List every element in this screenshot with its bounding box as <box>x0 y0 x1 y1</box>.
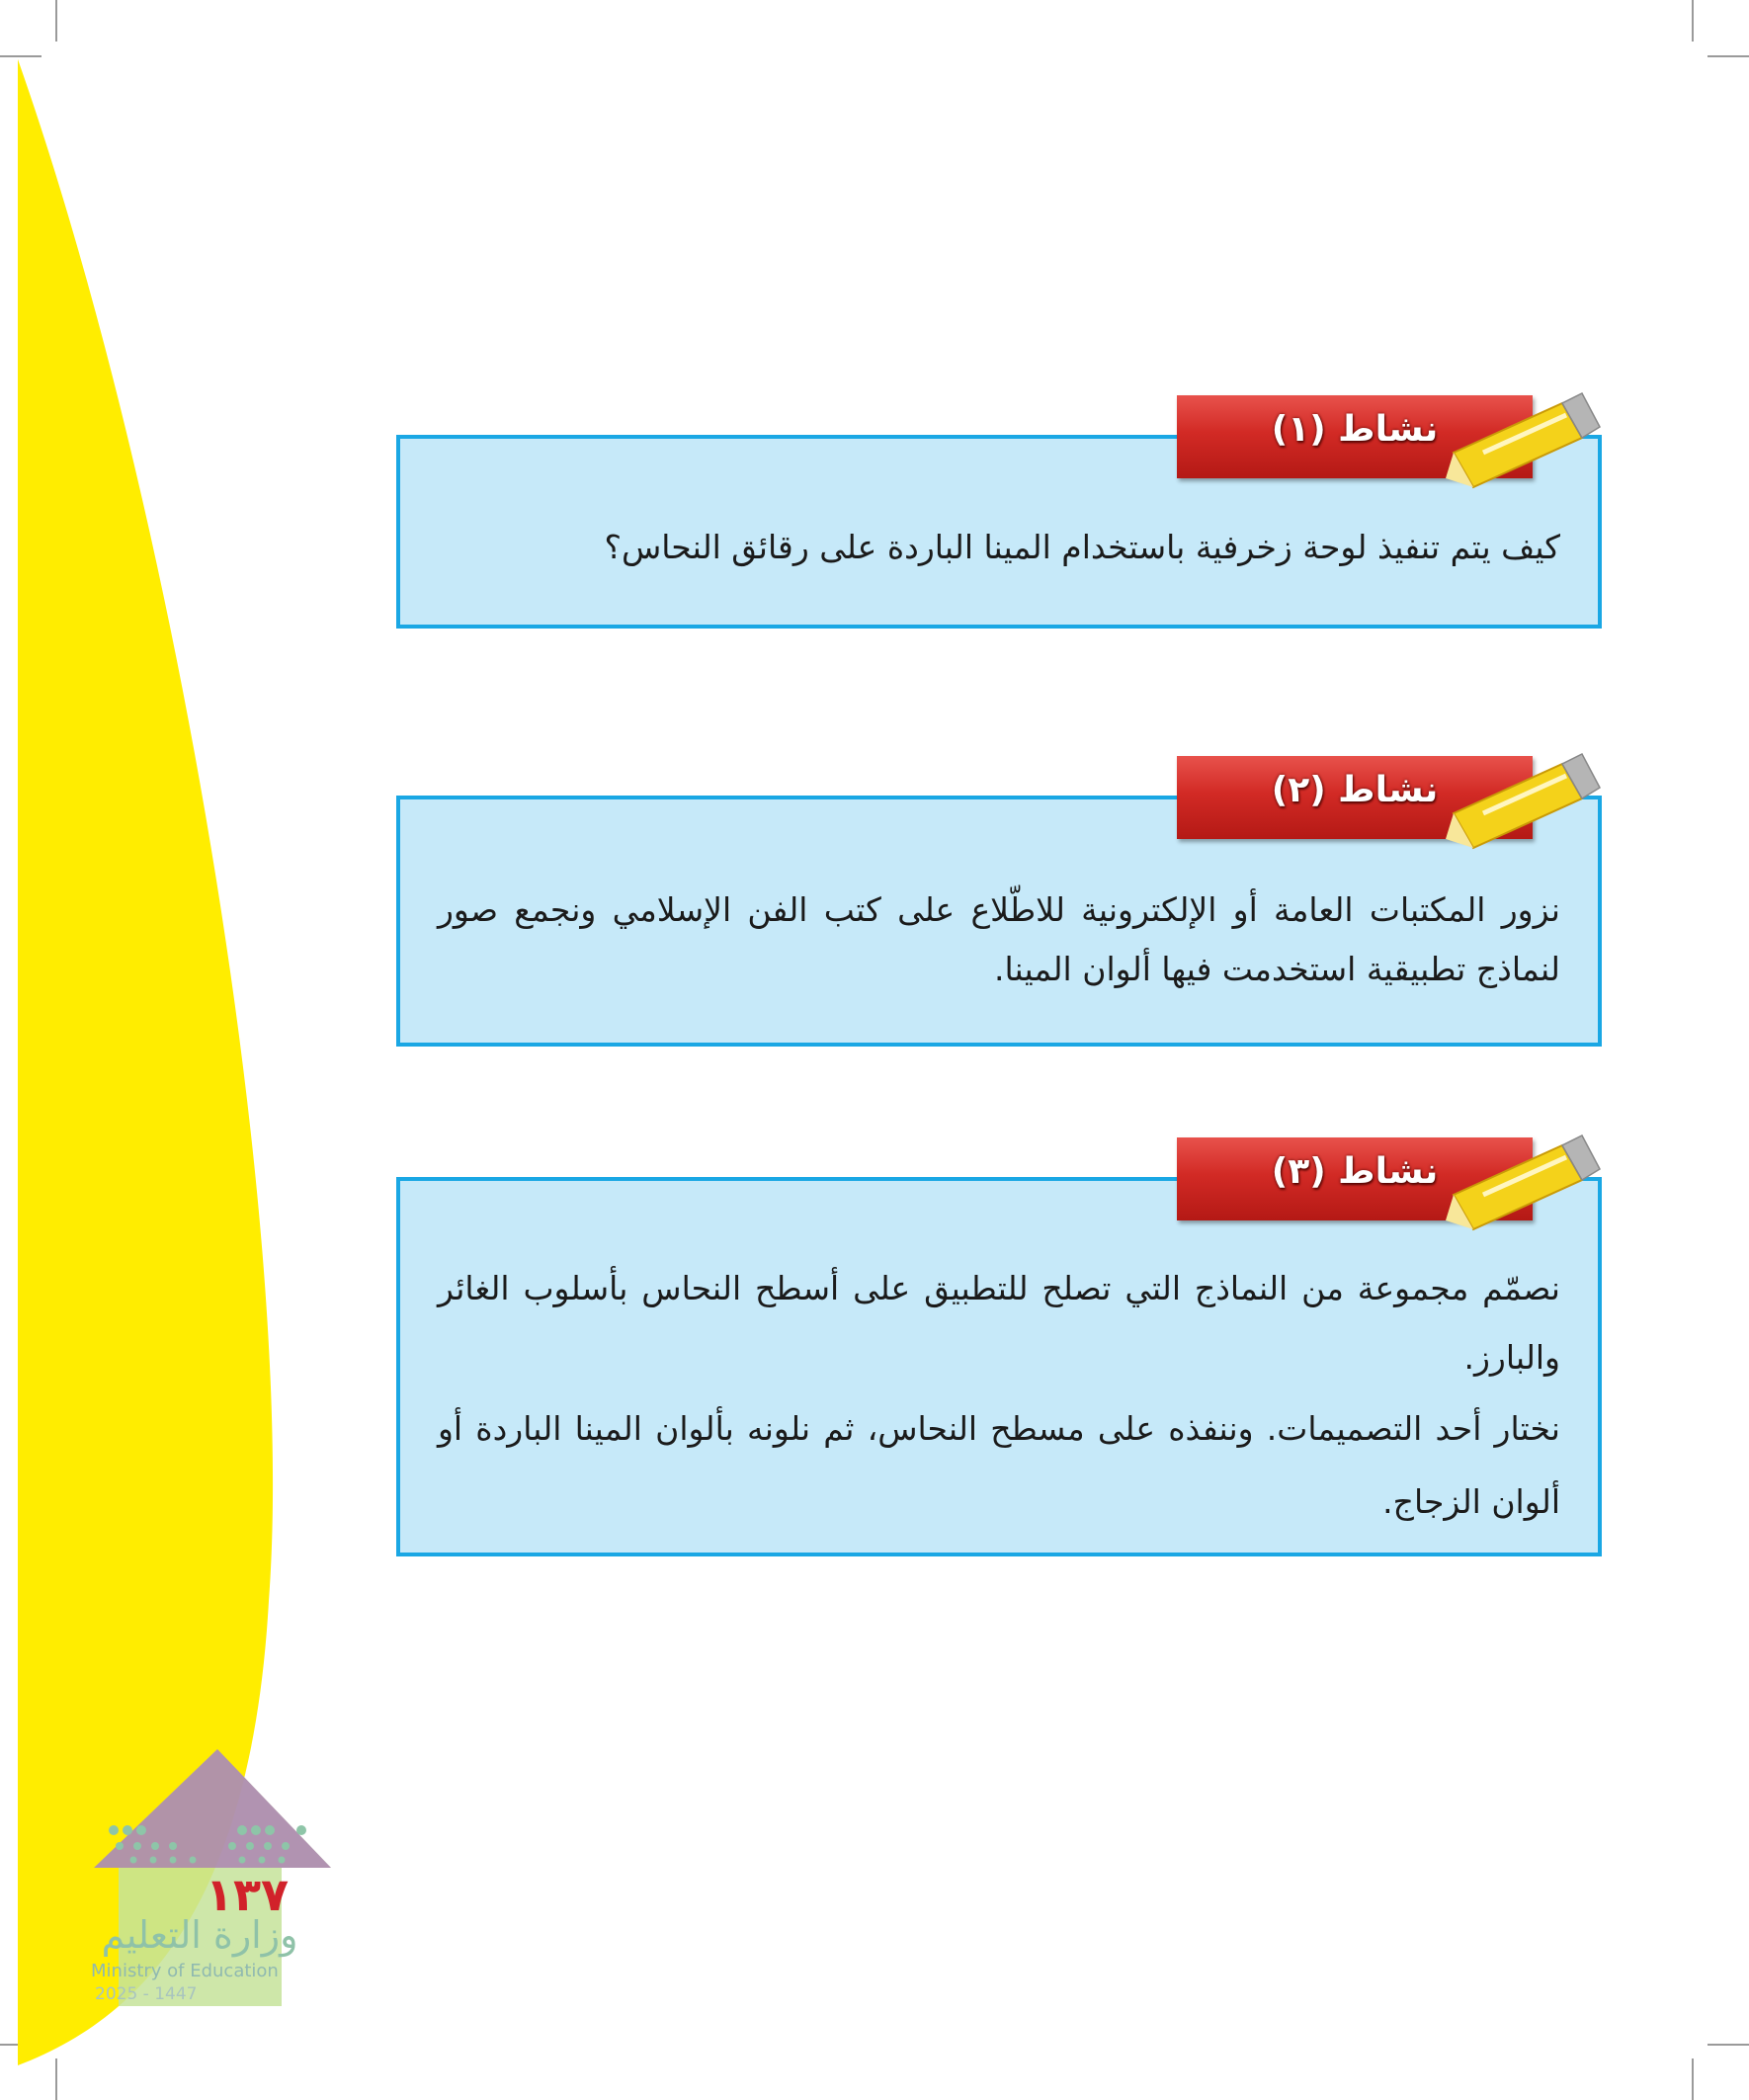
ministry-name-english: Ministry of Education <box>91 1961 279 1981</box>
activity-3 <box>396 1137 1602 1553</box>
pencil-icon <box>1444 744 1612 853</box>
activity-paragraph: نصمّم مجموعة من النماذج التي تصلح للتطبيق على أسطح النحاس بأسلوب الغائر والبارز. <box>438 1269 1560 1377</box>
activity-title: نشاط (١) <box>1271 409 1439 450</box>
ministry-name-arabic: وزارة التعليم <box>101 1913 298 1957</box>
pencil-icon <box>1444 383 1612 492</box>
activity-box <box>396 1177 1602 1556</box>
activity-paragraph: كيف يتم تنفيذ لوحة زخرفية باستخدام المينا الباردة على رقائق النحاس؟ <box>604 528 1560 566</box>
activity-2 <box>396 756 1602 1052</box>
activity-paragraph: نزور المكتبات العامة أو الإلكترونية للاطّلاع على كتب الفن الإسلامي ونجمع صور لنماذج تطبيقية استخدمت فيها ألوان المينا. <box>438 890 1560 988</box>
activity-1 <box>396 395 1602 629</box>
ministry-year: 2025 - 1447 <box>95 1984 198 2004</box>
crop-mark <box>1692 0 1694 42</box>
activity-text <box>438 1254 1560 1539</box>
page-number: ١٣٧ <box>205 1868 290 1921</box>
activity-text <box>438 528 1560 567</box>
pencil-icon <box>1444 1126 1612 1234</box>
activity-text <box>438 881 1560 999</box>
crop-mark <box>1707 2044 1749 2046</box>
activity-title: نشاط (٢) <box>1271 770 1439 810</box>
crop-mark <box>1692 2058 1694 2100</box>
crop-mark <box>1707 55 1749 57</box>
activity-paragraph: نختار أحد التصميمات. وننفذه على مسطح النحاس، ثم نلونه بألوان المينا الباردة أو ألوان الزجاج. <box>438 1409 1560 1521</box>
activity-title: نشاط (٣) <box>1271 1151 1439 1192</box>
